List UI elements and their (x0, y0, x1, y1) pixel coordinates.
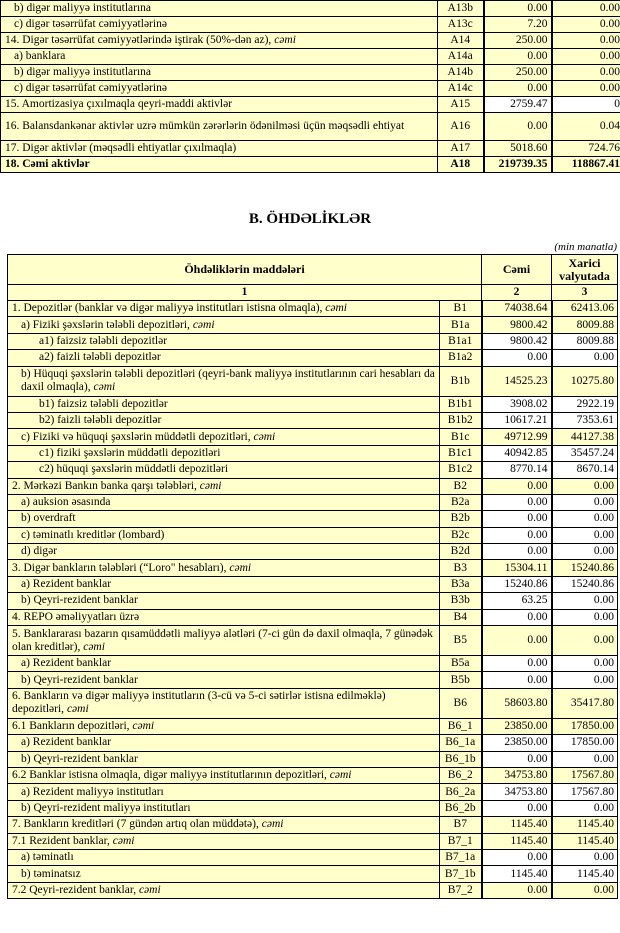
row-label: 1. Depozitlər (banklar və digər maliyyə institutları istisna olmaqla), (12, 302, 326, 315)
row-label-cell (1, 17, 438, 33)
table-row (1, 65, 620, 81)
row-label-italic-suffix: cəmi (192, 318, 215, 331)
row-total-value-cell: 7.20 (484, 17, 552, 33)
table-row (8, 445, 618, 461)
row-label: c) digər təsərrüfat cəmiyyətlərinə (14, 82, 167, 94)
row-code-cell: B6_2a (440, 784, 482, 800)
row-label: a) Rezident banklar (21, 657, 112, 670)
row-foreign-currency-value-cell: 8009.88 (552, 333, 618, 349)
row-label-cell (8, 718, 440, 734)
row-label: 6. Bankların və digər maliyyə institutların (3-cü və 5-ci sətirlər istisna edilməklə) depozitləri, (12, 690, 386, 716)
row-label-italic-suffix: cəmi (93, 381, 116, 394)
table-row (1, 113, 620, 141)
row-code-cell: B5 (440, 626, 482, 656)
row-total-value-cell: 3908.02 (482, 396, 552, 412)
table-row (8, 849, 618, 865)
row-label-cell (8, 784, 440, 800)
row-label-cell (8, 333, 440, 349)
row-code-cell: A15 (438, 97, 484, 113)
row-total-value-cell: 0.00 (482, 494, 552, 510)
table-row (8, 784, 618, 800)
row-total-value-cell: 23850.00 (482, 718, 552, 734)
row-foreign-currency-value-cell: 0.00 (552, 350, 618, 366)
row-total-value-cell: 5018.60 (484, 141, 552, 157)
row-code-cell: B1c2 (440, 462, 482, 478)
row-label: 7.2 Qeyri-rezident banklar, (12, 883, 139, 896)
table-row (8, 301, 618, 317)
row-label-italic-suffix: cəmi (138, 883, 161, 896)
row-foreign-currency-value-cell: 0.00 (552, 544, 618, 560)
row-code-cell: B6_1a (440, 735, 482, 751)
section-b-heading: B. ÖHDƏLİKLƏR (248, 211, 372, 227)
row-total-value-cell: 0.00 (482, 882, 552, 898)
row-label: 18. Cəmi aktivlər (5, 158, 90, 170)
row-label: c) Fiziki və hüquqi şəxslərin müddətli depozitləri, (21, 430, 254, 443)
row-label: a) təminatlı (21, 851, 74, 864)
row-foreign-currency-value-cell: 10275.80 (552, 366, 618, 396)
row-code-cell: B5b (440, 672, 482, 688)
row-code-cell: B1a1 (440, 333, 482, 349)
row-total-value-cell: 0.00 (482, 751, 552, 767)
table-row (8, 576, 618, 592)
row-label: b2) faizli tələbli depozitlər (39, 414, 162, 427)
row-code-cell: A14 (438, 33, 484, 49)
row-label-cell (8, 817, 440, 833)
row-code-cell: B2b (440, 511, 482, 527)
row-total-value-cell: 9800.42 (482, 333, 552, 349)
row-total-value-cell: 250.00 (484, 33, 552, 49)
table-row (8, 317, 618, 333)
row-total-value-cell: 63.25 (482, 593, 552, 609)
row-code-cell: B1b (440, 366, 482, 396)
table-row (8, 560, 618, 576)
row-foreign-currency-value-cell: 118867.41 (552, 157, 620, 173)
column-number-3: 3 (552, 285, 618, 301)
row-foreign-currency-value-cell: 0.00 (552, 17, 620, 33)
row-label-cell (8, 672, 440, 688)
row-total-value-cell: 0.00 (482, 672, 552, 688)
row-label-cell (8, 544, 440, 560)
row-foreign-currency-value-cell: 0.00 (552, 478, 618, 494)
row-label-cell (1, 141, 438, 157)
row-total-value-cell: 9800.42 (482, 317, 552, 333)
row-code-cell: B1c (440, 429, 482, 445)
row-code-cell: B5a (440, 656, 482, 672)
header-total-label: Cəmi (482, 255, 552, 285)
row-code-cell: B3b (440, 593, 482, 609)
row-label: b) digər maliyyə institutlarına (14, 2, 152, 14)
row-code-cell: B1c1 (440, 445, 482, 461)
table-row (1, 157, 620, 173)
row-label: a1) faizsiz tələbli depozitlər (39, 334, 168, 347)
row-total-value-cell: 0.00 (482, 626, 552, 656)
row-label: b) Hüquqi şəxslərin tələbli depozitləri (qeyri-bank maliyyə institutlarının cari hesabları da daxil olmaqla), (21, 368, 435, 394)
row-total-value-cell: 250.00 (484, 65, 552, 81)
row-label-cell (1, 49, 438, 65)
table-row (8, 626, 618, 656)
row-label-italic-suffix: cəmi (112, 834, 135, 847)
row-total-value-cell: 10617.21 (482, 412, 552, 428)
row-total-value-cell: 74038.64 (482, 301, 552, 317)
table-row (8, 767, 618, 783)
table-row (1, 49, 620, 65)
row-label: b) Qeyri-rezident maliyyə institutları (21, 801, 191, 814)
row-foreign-currency-value-cell: 0.00 (552, 751, 618, 767)
row-label-italic-suffix: cəmi (325, 302, 348, 315)
row-label-cell (8, 350, 440, 366)
row-foreign-currency-value-cell: 0.00 (552, 656, 618, 672)
row-label-cell (8, 527, 440, 543)
liabilities-table-head (8, 255, 618, 301)
row-label-cell (8, 656, 440, 672)
row-code-cell: B4 (440, 609, 482, 625)
row-total-value-cell: 0.00 (482, 350, 552, 366)
row-label-cell (8, 593, 440, 609)
row-label-cell (8, 866, 440, 882)
row-label-cell (1, 97, 438, 113)
row-code-cell: B3 (440, 560, 482, 576)
row-label: 2. Mərkəzi Bankın banka qarşı tələbləri, (12, 479, 200, 492)
row-label-cell (8, 800, 440, 816)
table-header-row (8, 255, 618, 285)
row-label: b) Qeyri-rezident banklar (21, 594, 138, 607)
row-foreign-currency-value-cell: 0.04 (552, 113, 620, 141)
row-label-cell (8, 462, 440, 478)
row-label: c2) hüquqi şəxslərin müddətli depozitləri (39, 463, 229, 476)
row-label-cell (8, 882, 440, 898)
row-label: 6.2 Banklar istisna olmaqla, digər maliyyə institutlarının depozitləri, (12, 769, 330, 782)
row-code-cell: B3a (440, 576, 482, 592)
table-row (8, 511, 618, 527)
row-label: c) təminatlı kreditlər (lombard) (21, 528, 165, 541)
row-code-cell: B2c (440, 527, 482, 543)
header-foreign-label: Xarici valyutada (552, 255, 618, 285)
row-total-value-cell: 1145.40 (482, 866, 552, 882)
row-foreign-currency-value-cell: 0.00 (552, 81, 620, 97)
row-label-cell (8, 576, 440, 592)
row-label-cell (8, 301, 440, 317)
row-foreign-currency-value-cell: 724.76 (552, 141, 620, 157)
row-total-value-cell: 0.00 (482, 544, 552, 560)
row-total-value-cell: 40942.85 (482, 445, 552, 461)
row-label-cell (1, 1, 438, 17)
row-total-value-cell: 0.00 (484, 113, 552, 141)
row-foreign-currency-value-cell: 0.00 (552, 65, 620, 81)
row-code-cell: A16 (438, 113, 484, 141)
row-code-cell: B6 (440, 688, 482, 718)
row-foreign-currency-value-cell: 15240.86 (552, 576, 618, 592)
table-row (1, 81, 620, 97)
row-label: c1) fiziki şəxslərin müddətli depozitləri (39, 446, 221, 459)
row-code-cell: B6_2 (440, 767, 482, 783)
table-row (8, 609, 618, 625)
row-label: b) digər maliyyə institutlarına (14, 66, 152, 78)
row-label: b) Qeyri-rezident banklar (21, 752, 138, 765)
row-label: 17. Digər aktivlər (məqsədli ehtiyatlar çıxılmaqla) (5, 142, 237, 154)
row-total-value-cell: 14525.23 (482, 366, 552, 396)
table-row (8, 412, 618, 428)
row-foreign-currency-value-cell: 8670.14 (552, 462, 618, 478)
table-row (8, 478, 618, 494)
row-label-cell (8, 396, 440, 412)
row-foreign-currency-value-cell: 0.00 (552, 800, 618, 816)
row-label: 7.1 Rezident banklar, (12, 834, 113, 847)
row-label-cell (8, 735, 440, 751)
row-foreign-currency-value-cell: 62413.06 (552, 301, 618, 317)
row-label-cell (1, 81, 438, 97)
row-label: b) Qeyri-rezident banklar (21, 673, 138, 686)
table-row (1, 141, 620, 157)
column-number-2: 2 (482, 285, 552, 301)
table-row (8, 735, 618, 751)
row-code-cell: B1a (440, 317, 482, 333)
row-total-value-cell: 34753.80 (482, 767, 552, 783)
row-label-cell (8, 366, 440, 396)
column-number-1: 1 (8, 285, 482, 301)
table-row (8, 366, 618, 396)
row-label-cell (8, 478, 440, 494)
row-total-value-cell: 15240.86 (482, 576, 552, 592)
assets-table-continuation (0, 0, 620, 173)
row-label-cell (8, 609, 440, 625)
row-label: 4. REPO əməliyyatları üzrə (12, 610, 140, 623)
row-label-italic-suffix: cəmi (199, 479, 222, 492)
row-code-cell: B7 (440, 817, 482, 833)
row-code-cell: A13b (438, 1, 484, 17)
row-foreign-currency-value-cell: 17850.00 (552, 718, 618, 734)
row-total-value-cell: 0.00 (484, 81, 552, 97)
row-total-value-cell: 8770.14 (482, 462, 552, 478)
table-row (8, 833, 618, 849)
liabilities-table (7, 254, 618, 899)
row-code-cell: B1b1 (440, 396, 482, 412)
table-row (1, 33, 620, 49)
row-label-cell (8, 429, 440, 445)
row-label-cell (8, 751, 440, 767)
row-foreign-currency-value-cell: 35417.80 (552, 688, 618, 718)
table-row (8, 718, 618, 734)
row-label-cell (8, 560, 440, 576)
row-label: a) Rezident maliyyə institutları (21, 785, 164, 798)
row-total-value-cell: 1145.40 (482, 833, 552, 849)
table-row (1, 97, 620, 113)
table-row (8, 350, 618, 366)
row-code-cell: B2a (440, 494, 482, 510)
row-label: a) auksion əsasında (21, 496, 111, 509)
row-foreign-currency-value-cell: 1145.40 (552, 833, 618, 849)
row-code-cell: A13c (438, 17, 484, 33)
row-foreign-currency-value-cell: 0.00 (552, 527, 618, 543)
row-code-cell: B6_2b (440, 800, 482, 816)
row-label: 3. Digər bankların tələbləri (“Loro" hesabları), (12, 561, 230, 574)
row-label-cell (8, 445, 440, 461)
row-label-cell (8, 494, 440, 510)
row-label: c) digər təsərrüfat cəmiyyətlərinə (14, 18, 167, 30)
row-code-cell: A14c (438, 81, 484, 97)
table-row (1, 17, 620, 33)
row-foreign-currency-value-cell: 15240.86 (552, 560, 618, 576)
row-total-value-cell: 0.00 (482, 849, 552, 865)
row-total-value-cell: 0.00 (482, 609, 552, 625)
row-label-italic-suffix: cəmi (329, 769, 352, 782)
row-foreign-currency-value-cell: 7353.61 (552, 412, 618, 428)
row-label: 15. Amortizasiya çıxılmaqla qeyri-maddi aktivlər (5, 98, 233, 110)
row-code-cell: B7_2 (440, 882, 482, 898)
row-label-italic-suffix: cəmi (274, 34, 296, 46)
table-row (8, 672, 618, 688)
row-code-cell: B1a2 (440, 350, 482, 366)
row-label-cell (8, 833, 440, 849)
row-foreign-currency-value-cell: 0.00 (552, 1, 620, 17)
row-label-italic-suffix: cəmi (83, 640, 105, 653)
table-row (8, 462, 618, 478)
table-row (8, 429, 618, 445)
row-total-value-cell: 0.00 (482, 656, 552, 672)
row-total-value-cell: 1145.40 (482, 817, 552, 833)
row-total-value-cell: 0.00 (482, 478, 552, 494)
row-label: b) təminatsız (21, 867, 81, 880)
row-label: d) digər (21, 545, 58, 558)
table-row (1, 1, 620, 17)
row-foreign-currency-value-cell: 0.00 (552, 672, 618, 688)
row-label-italic-suffix: cəmi (253, 430, 276, 443)
row-label: b1) faizsiz tələbli depozitlər (39, 397, 168, 410)
table-row (8, 527, 618, 543)
row-label: a) Rezident banklar (21, 736, 112, 749)
row-label-cell (8, 849, 440, 865)
row-foreign-currency-value-cell: 8009.88 (552, 317, 618, 333)
row-label-cell (1, 113, 438, 141)
row-label-cell (8, 688, 440, 718)
row-label-italic-suffix: cəmi (132, 720, 155, 732)
row-foreign-currency-value-cell: 1145.40 (552, 866, 618, 882)
row-total-value-cell: 0.00 (482, 527, 552, 543)
row-label-italic-suffix: cəmi (261, 818, 284, 831)
row-label-cell (1, 33, 438, 49)
row-total-value-cell: 0.00 (482, 800, 552, 816)
row-total-value-cell: 49712.99 (482, 429, 552, 445)
row-foreign-currency-value-cell: 0.00 (552, 494, 618, 510)
row-label-cell (1, 157, 438, 173)
table-row (8, 866, 618, 882)
row-foreign-currency-value-cell: 1145.40 (552, 817, 618, 833)
row-code-cell: A17 (438, 141, 484, 157)
row-foreign-currency-value-cell: 0.00 (552, 626, 618, 656)
row-total-value-cell: 2759.47 (484, 97, 552, 113)
row-foreign-currency-value-cell: 0.00 (552, 593, 618, 609)
row-label-cell (8, 767, 440, 783)
row-total-value-cell: 23850.00 (482, 735, 552, 751)
row-total-value-cell: 219739.35 (484, 157, 552, 173)
row-label: 16. Balansdankənar aktivlər uzrə mümkün zərərlərin ödənilməsi üçün məqsədli ehtiyat (5, 120, 405, 132)
row-foreign-currency-value-cell: 0.00 (552, 882, 618, 898)
row-foreign-currency-value-cell: 44127.38 (552, 429, 618, 445)
table-row (8, 882, 618, 898)
table-row (8, 656, 618, 672)
table-row (8, 817, 618, 833)
row-code-cell: B1 (440, 301, 482, 317)
row-code-cell: B2 (440, 478, 482, 494)
row-label: a) Fiziki şəxslərin tələbli depozitləri, (21, 318, 193, 331)
row-total-value-cell: 0.00 (484, 1, 552, 17)
row-label: 14. Digər təsərrüfat cəmiyyətlərində iştirak (50%-dən az), (5, 34, 275, 46)
row-label: 6.1 Bankların depozitləri, (12, 720, 133, 732)
row-foreign-currency-value-cell: 17567.80 (552, 784, 618, 800)
table-row (8, 494, 618, 510)
row-label-italic-suffix: cəmi (66, 703, 89, 716)
row-total-value-cell: 15304.11 (482, 560, 552, 576)
row-label-italic-suffix: cəmi (229, 561, 252, 574)
row-foreign-currency-value-cell: 0.00 (552, 33, 620, 49)
row-total-value-cell: 0.00 (482, 511, 552, 527)
row-label-cell (8, 317, 440, 333)
row-total-value-cell: 0.00 (484, 49, 552, 65)
row-total-value-cell: 58603.80 (482, 688, 552, 718)
row-label: a) Rezident banklar (21, 578, 112, 591)
row-label-cell (8, 626, 440, 656)
row-label-cell (8, 412, 440, 428)
table-row (8, 800, 618, 816)
row-label-cell (8, 511, 440, 527)
row-total-value-cell: 34753.80 (482, 784, 552, 800)
row-foreign-currency-value-cell: 0.00 (552, 609, 618, 625)
row-label: b) overdraft (21, 512, 76, 525)
unit-note: (min manatla) (554, 241, 617, 253)
row-code-cell: B7_1b (440, 866, 482, 882)
row-foreign-currency-value-cell: 0.00 (552, 49, 620, 65)
column-numbers-row (8, 285, 618, 301)
table-row (8, 544, 618, 560)
row-label: a) banklara (14, 50, 66, 62)
row-code-cell: B2d (440, 544, 482, 560)
row-code-cell: B7_1a (440, 849, 482, 865)
table-row (8, 396, 618, 412)
row-label: 7. Bankların kreditləri (7 gündən artıq olan müddətə), (12, 818, 262, 831)
row-label-cell (1, 65, 438, 81)
row-code-cell: B7_1 (440, 833, 482, 849)
table-row (8, 333, 618, 349)
table-row (8, 751, 618, 767)
row-code-cell: A18 (438, 157, 484, 173)
header-items-label: Öhdəliklərin maddələri (8, 255, 482, 285)
table-row (8, 593, 618, 609)
row-foreign-currency-value-cell: 2922.19 (552, 396, 618, 412)
row-code-cell: B6_1 (440, 718, 482, 734)
row-foreign-currency-value-cell: 17567.80 (552, 767, 618, 783)
table-row (8, 688, 618, 718)
row-code-cell: B1b2 (440, 412, 482, 428)
row-foreign-currency-value-cell: 35457.24 (552, 445, 618, 461)
row-foreign-currency-value-cell: 0.00 (552, 511, 618, 527)
row-code-cell: A14b (438, 65, 484, 81)
row-code-cell: B6_1b (440, 751, 482, 767)
row-label: 5. Banklararası bazarın qısamüddətli maliyyə alətləri (7-ci gün də daxil olmaqla, 7 günədək olan kreditlər), (12, 627, 433, 653)
row-foreign-currency-value-cell: 0 (552, 97, 620, 113)
row-label: a2) faizli tələbli depozitlər (39, 351, 161, 364)
row-foreign-currency-value-cell: 17850.00 (552, 735, 618, 751)
row-foreign-currency-value-cell: 0.00 (552, 849, 618, 865)
row-code-cell: A14a (438, 49, 484, 65)
